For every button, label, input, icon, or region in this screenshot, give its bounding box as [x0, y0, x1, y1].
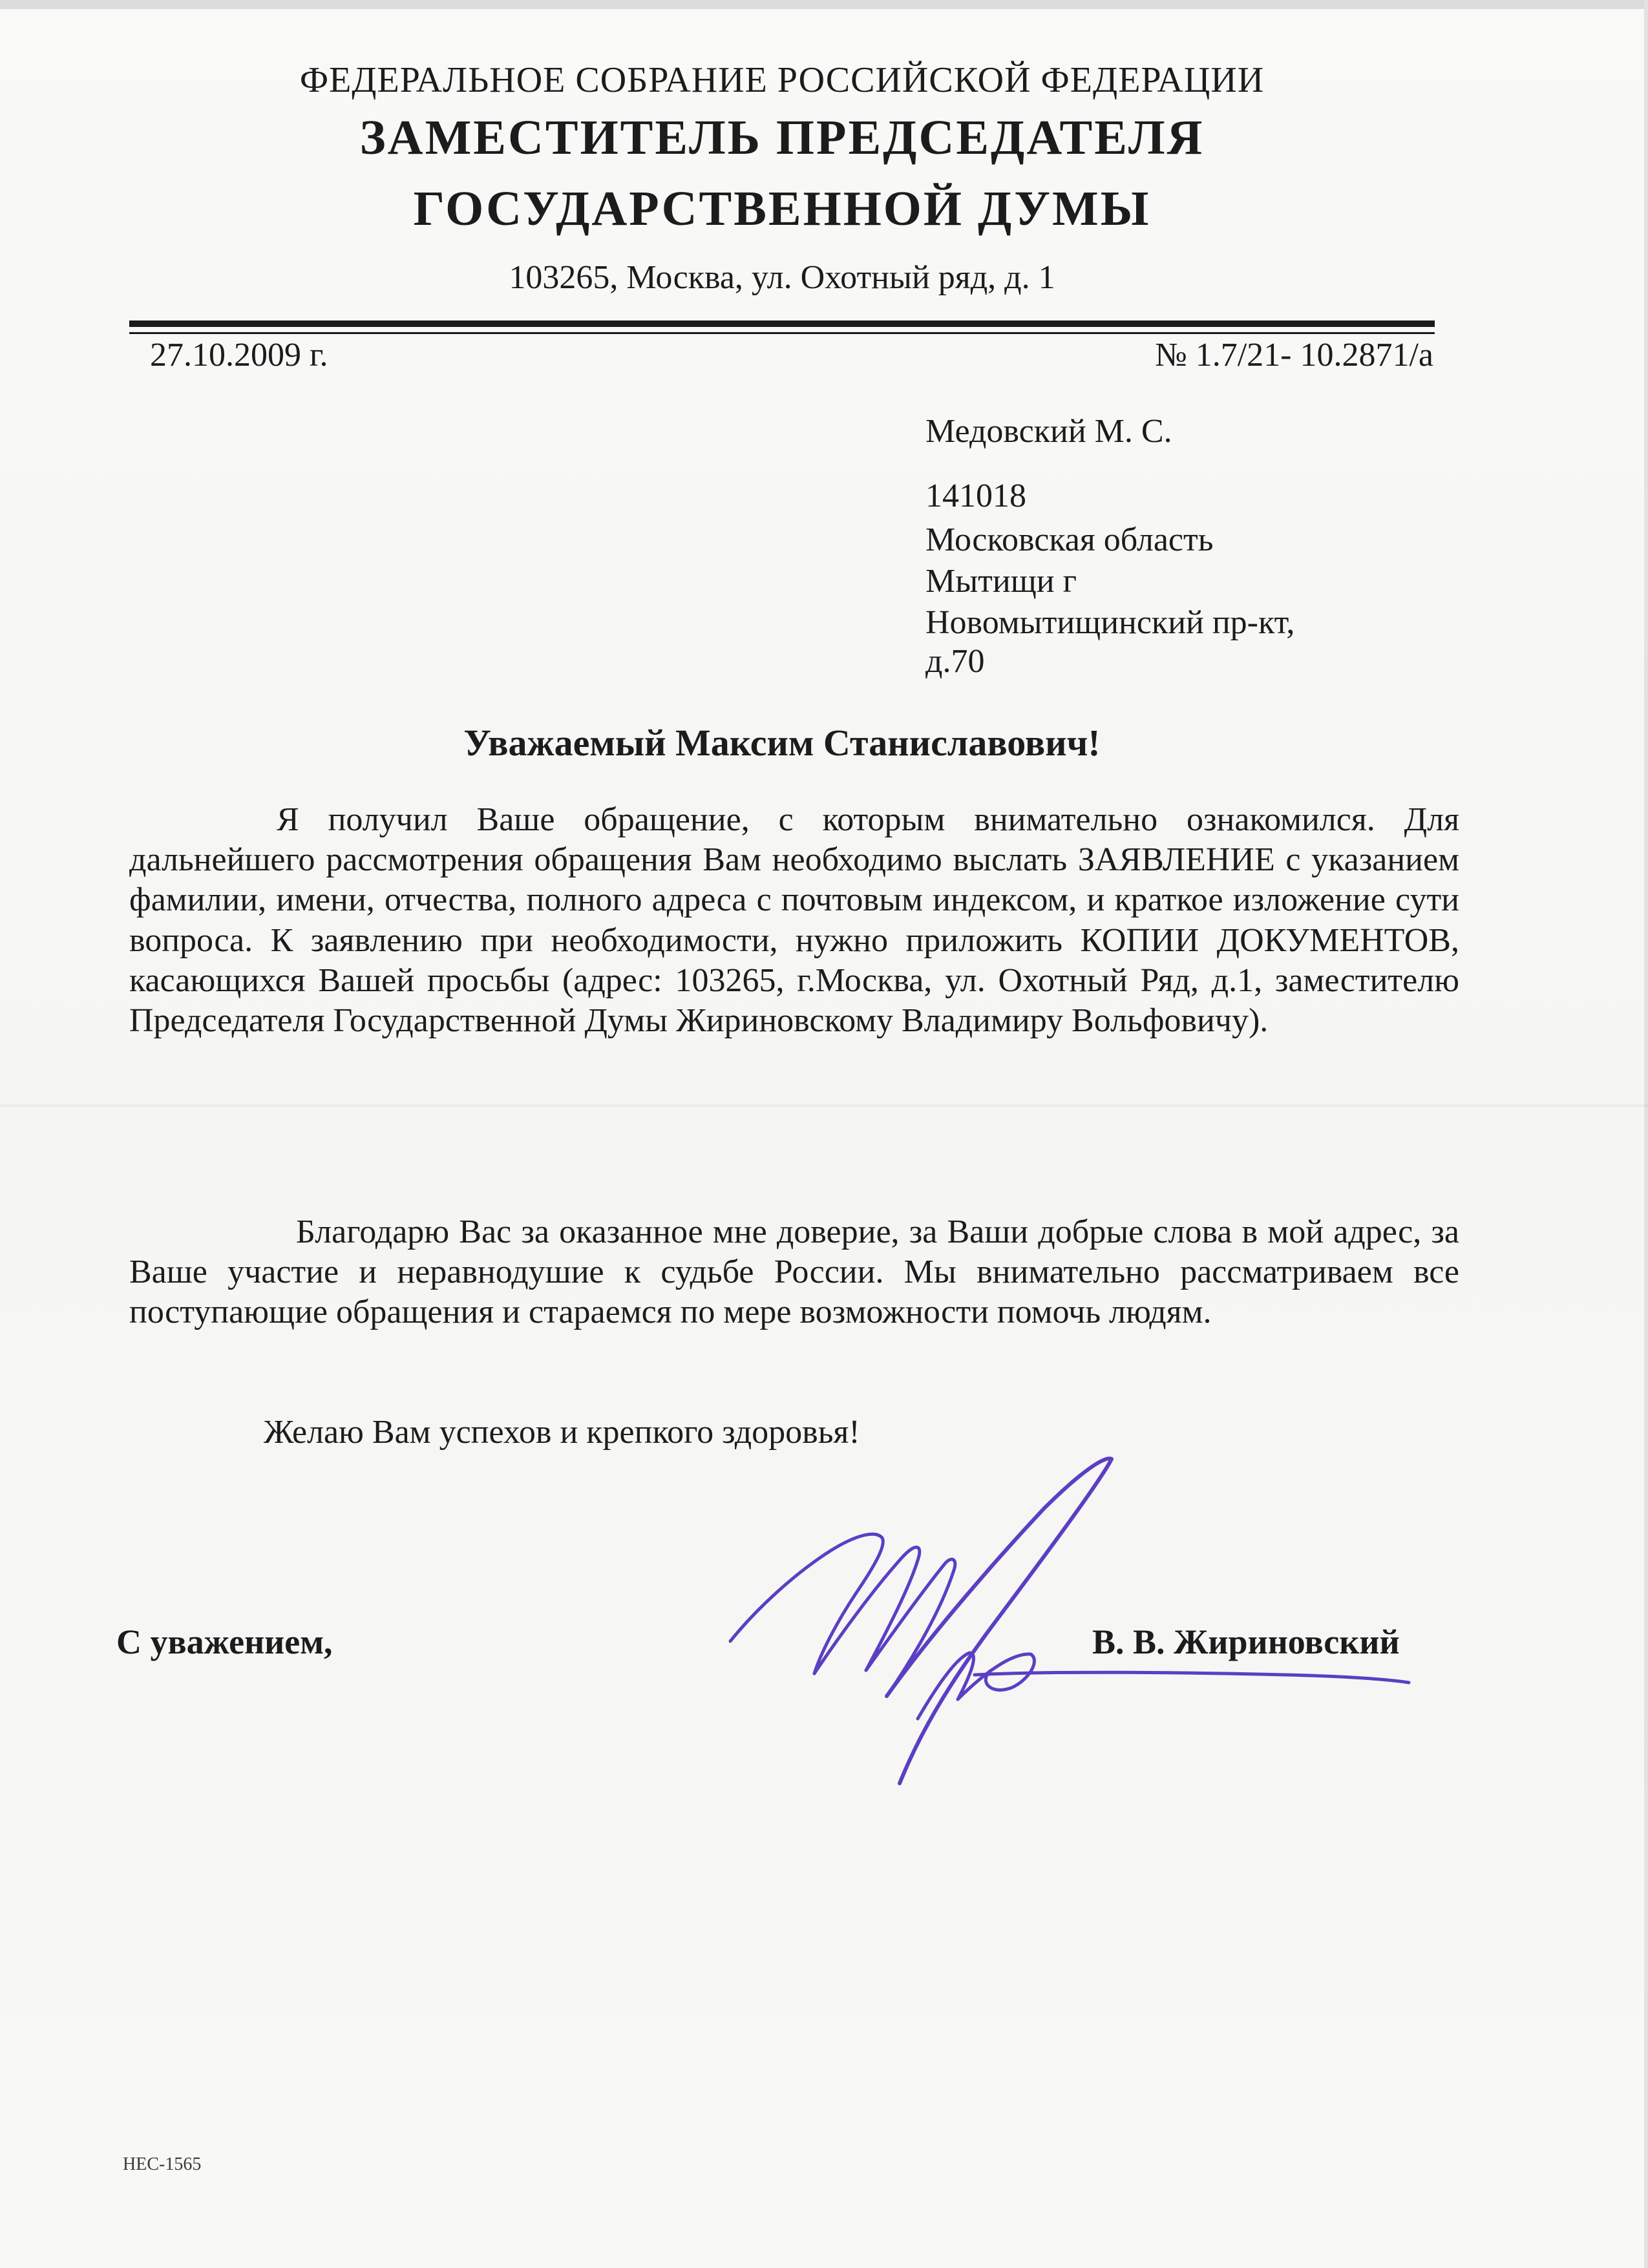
letter-paragraph-1: Я получил Ваше обращение, с которым внимательно ознакомился. Для дальнейшего рассмотрения обращения Вам необходимо выслать ЗАЯВЛЕНИЕ с указанием фамилии, имени, отчества, полного адреса с почтовым индексом, и краткое изложение сути вопроса. К заявлению при необходимости, нужно приложить КОПИИ ДОКУМЕНТОВ, касающихся Вашей просьбы (адрес: 103265, г.Москва, ул. Охотный Ряд, д.1, заместителю Председателя Государственной Думы Жириновскому Владимиру Вольфовичу). — [129, 801, 1459, 1040]
letterhead-rule-thick — [129, 320, 1435, 327]
signer-name: В. В. Жириновский — [1092, 1622, 1400, 1661]
letterhead-title-line-2: ГОСУДАРСТВЕННОЙ ДУМЫ — [413, 182, 1151, 236]
recipient-name: Медовский М. С. — [925, 413, 1172, 450]
scan-top-edge — [0, 0, 1648, 9]
letter-closing: С уважением, — [116, 1622, 333, 1661]
letter-salutation: Уважаемый Максим Станиславович! — [463, 722, 1101, 764]
letterhead-organization: ФЕДЕРАЛЬНОЕ СОБРАНИЕ РОССИЙСКОЙ ФЕДЕРАЦИИ — [299, 60, 1265, 100]
letterhead-address: 103265, Москва, ул. Охотный ряд, д. 1 — [509, 259, 1055, 296]
recipient-city: Мытищи г — [925, 563, 1077, 600]
letter-paragraph-3: Желаю Вам успехов и крепкого здоровья! — [264, 1414, 860, 1451]
letterhead-title-line-1: ЗАМЕСТИТЕЛЬ ПРЕДСЕДАТЕЛЯ — [359, 110, 1205, 165]
footer-code: НЕС-1565 — [123, 2154, 202, 2174]
recipient-street: Новомытищинский пр-кт, — [925, 604, 1295, 641]
letter-paragraph-2: Благодарю Вас за оказанное мне доверие, за Ваши добрые слова в мой адрес, за Ваше участие и неравнодушие к судьбе России. Мы внимательно рассматриваем все поступающие обращения и стараемся по мере возможности помочь людям. — [129, 1213, 1459, 1331]
recipient-zip: 141018 — [925, 478, 1026, 514]
recipient-region: Московская область — [925, 521, 1214, 558]
document-number: № 1.7/21- 10.2871/а — [1155, 337, 1433, 373]
scan-right-edge — [1644, 0, 1648, 2268]
paper-fold-line — [0, 1104, 1648, 1108]
document-date: 27.10.2009 г. — [150, 337, 328, 373]
recipient-house: д.70 — [925, 643, 985, 680]
letterhead-rule-thin — [129, 332, 1435, 334]
